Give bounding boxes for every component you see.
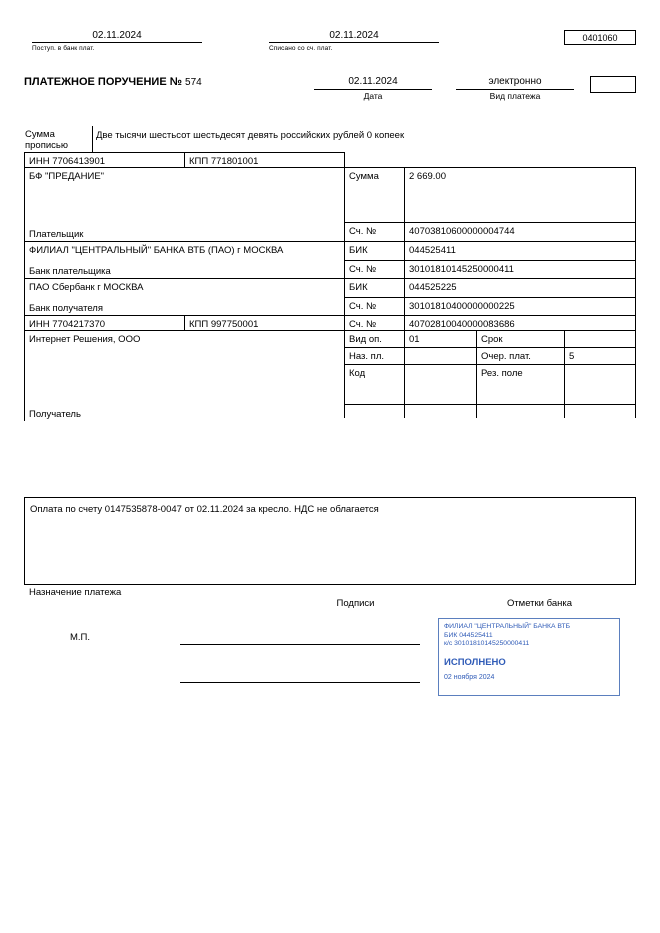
title-row [24, 76, 636, 102]
signatures-caption: Подписи [336, 598, 375, 609]
signature-headers [24, 598, 636, 609]
document-number: 574 [185, 77, 202, 88]
payer-bank-bik-value: 044525411 [409, 245, 456, 256]
date-written-off-field [269, 30, 439, 52]
payee-inn-cell [24, 315, 184, 330]
code-label: Код [349, 368, 366, 379]
payee-account-label: Сч. № [349, 319, 377, 330]
purpose-code-label-cell [344, 347, 404, 364]
payment-kind-code-box [590, 76, 636, 93]
payment-kind-caption: Вид платежа [489, 91, 541, 101]
payer-kpp-label: КПП [189, 156, 209, 167]
payee-bank-caption: Банк получателя [29, 303, 103, 314]
stamp-bank-name: ФИЛИАЛ "ЦЕНТРАЛЬНЫЙ" БАНКА ВТБ [444, 623, 571, 630]
document-title [24, 76, 202, 89]
payment-kind-value: электронно [456, 76, 574, 90]
stamp-date: 02 ноября 2024 [444, 673, 495, 681]
priority-label-cell [476, 347, 564, 364]
payee-bank-bik-label-cell [344, 278, 404, 297]
stamp-corr-account: к/с 30101810145250000411 [444, 640, 530, 647]
payer-kpp-cell [184, 152, 344, 167]
stamp-status: ИСПОЛНЕНО [444, 656, 506, 668]
payee-account-label-cell [344, 315, 404, 330]
payee-bank-account-value-cell [404, 297, 636, 315]
payer-bank-bik-value-cell [404, 241, 636, 260]
payer-inn-cell [24, 152, 184, 167]
payee-caption: Получатель [29, 409, 81, 420]
payee-bank-stack [344, 278, 636, 315]
payee-kpp-cell [184, 315, 344, 330]
payer-kpp-value: 771801001 [210, 156, 259, 167]
payer-bank-stack [344, 241, 636, 278]
res-field-value [565, 365, 635, 368]
payer-account-value: 40703810600000004744 [409, 226, 515, 237]
purpose-block [24, 497, 636, 584]
form-code-box: 0401060 [564, 30, 636, 45]
amount-label-cell [344, 167, 404, 222]
bank-execution-stamp [438, 618, 620, 696]
row-bottom-strip [344, 404, 636, 418]
res-field-label-cell [476, 364, 564, 404]
row-inn-kpp [24, 152, 636, 167]
signature-line-1 [180, 644, 420, 645]
payer-bank-bik-label-cell [344, 241, 404, 260]
payee-kpp-text [185, 316, 344, 330]
payer-inn-label: ИНН [29, 156, 50, 167]
amount-in-words-row [24, 126, 636, 152]
row-payer-bank [24, 241, 636, 278]
payee-bank-name-cell [24, 278, 344, 315]
payee-account-value-cell [404, 315, 636, 330]
payee-account-value: 40702810040000083686 [409, 319, 515, 330]
details-block [344, 330, 636, 421]
bank-marks-caption: Отметки банка [506, 598, 573, 609]
main-grid [24, 152, 636, 421]
code-label-cell [344, 364, 404, 404]
payer-kpp-text [185, 153, 344, 167]
row-payee-bank-bik [344, 278, 636, 297]
row-op-kind [344, 330, 636, 347]
row-payer-name [24, 167, 636, 241]
term-label: Срок [481, 334, 503, 345]
amount-value-cell [404, 167, 636, 222]
priority-value-cell [564, 347, 636, 364]
payee-bank-account-label-cell [344, 297, 404, 315]
row-payee-bank-account [344, 297, 636, 315]
payer-bank-account-label-cell [344, 260, 404, 278]
payee-bank-bik-value-cell [404, 278, 636, 297]
amount-words-cell [92, 126, 636, 152]
row-payee-inn-kpp [24, 315, 636, 330]
payment-kind-field [456, 76, 574, 101]
payer-bank-name-cell [24, 241, 344, 278]
amount-value: 2 669.00 [409, 171, 446, 182]
date-in-bank-field [32, 30, 202, 52]
document-date-value: 02.11.2024 [314, 76, 432, 90]
row-payee-name [24, 330, 636, 421]
strip-cell-2 [404, 404, 476, 418]
term-value [565, 331, 635, 334]
payer-bank-name-value: ФИЛИАЛ "ЦЕНТРАЛЬНЫЙ" БАНКА ВТБ (ПАО) г МОСКВА [29, 245, 284, 256]
payee-name-cell [24, 330, 344, 421]
stamp-place-label: М.П. [70, 632, 91, 643]
res-field-value-cell [564, 364, 636, 404]
row-code [344, 364, 636, 404]
purpose-code-value-cell [404, 347, 476, 364]
row-purpose-code [344, 347, 636, 364]
payer-name-value: БФ "ПРЕДАНИЕ" [29, 171, 105, 182]
strip-cell-4 [564, 404, 636, 418]
payee-kpp-label: КПП [189, 319, 209, 330]
amount-words-value: Две тысячи шестьсот шестьдесят девять российских рублей 0 копеек [96, 130, 405, 141]
term-value-cell [564, 330, 636, 347]
payee-kpp-value: 997750001 [210, 319, 259, 330]
purpose-code-label: Наз. пл. [349, 351, 384, 362]
stamp-bik: БИК 044525411 [444, 631, 493, 639]
payer-caption: Плательщик [29, 229, 84, 240]
document-date-field [314, 76, 432, 101]
date-in-bank-value: 02.11.2024 [32, 30, 202, 43]
amount-words-label: Сумма прописью [25, 129, 68, 151]
row-amount [344, 167, 636, 222]
purpose-caption: Назначение платежа [29, 587, 122, 598]
payer-bank-account-value: 30101810145250000411 [409, 264, 514, 275]
document-type-label: ПЛАТЕЖНОЕ ПОРУЧЕНИЕ № [24, 76, 182, 88]
payer-account-label: Сч. № [349, 226, 377, 237]
code-value [405, 365, 476, 368]
payee-bank-name-value: ПАО Сбербанк г МОСКВА [29, 282, 144, 293]
row-payee-bank [24, 278, 636, 315]
payee-inn-text [25, 316, 184, 330]
payer-account-value-cell [404, 222, 636, 241]
res-field-label: Рез. поле [481, 368, 523, 379]
spacer-amount-top [344, 152, 636, 167]
payer-inn-value: 7706413901 [52, 156, 106, 167]
payee-inn-label: ИНН [29, 319, 50, 330]
strip-cell-1 [344, 404, 404, 418]
payer-amount-account-stack [344, 167, 636, 241]
op-kind-value-cell [404, 330, 476, 347]
payee-bank-account-label: Сч. № [349, 301, 377, 312]
row-payer-bank-account [344, 260, 636, 278]
priority-label: Очер. плат. [481, 351, 531, 362]
document-date-caption: Дата [363, 91, 383, 101]
date-in-bank-caption: Поступ. в банк плат. [32, 45, 95, 52]
payee-name-value: Интернет Решения, ООО [29, 334, 141, 345]
row-payer-bank-bik [344, 241, 636, 260]
purpose-caption-row [24, 584, 636, 598]
payee-bank-bik-value: 044525225 [409, 282, 457, 293]
payee-bank-account-value: 30101810400000000225 [409, 301, 515, 312]
payer-bank-account-value-cell [404, 260, 636, 278]
payer-bank-caption: Банк плательщика [29, 266, 111, 277]
code-value-cell [404, 364, 476, 404]
signature-spacer [24, 598, 268, 609]
signature-area [24, 598, 636, 718]
signature-line-2 [180, 682, 420, 683]
term-label-cell [476, 330, 564, 347]
amount-label: Сумма [349, 171, 379, 182]
date-written-off-caption: Списано со сч. плат. [269, 45, 333, 52]
date-written-off-value: 02.11.2024 [269, 30, 439, 43]
purpose-code-value [405, 348, 476, 351]
payee-inn-value: 7704217370 [52, 319, 106, 330]
document-header [24, 30, 636, 60]
purpose-text: Оплата по счету 0147535878-0047 от 02.11.2024 за кресло. НДС не облагается [30, 504, 379, 515]
payer-account-label-cell [344, 222, 404, 241]
op-kind-label-cell [344, 330, 404, 347]
payee-bank-bik-label: БИК [349, 282, 368, 293]
payer-name-cell [24, 167, 344, 241]
payer-inn-text [25, 153, 184, 167]
payer-bank-account-label: Сч. № [349, 264, 377, 275]
op-kind-value: 01 [409, 334, 420, 345]
op-kind-label: Вид оп. [349, 334, 382, 345]
row-payer-account [344, 222, 636, 241]
priority-value: 5 [569, 351, 575, 362]
payer-bank-bik-label: БИК [349, 245, 368, 256]
strip-cell-3 [476, 404, 564, 418]
